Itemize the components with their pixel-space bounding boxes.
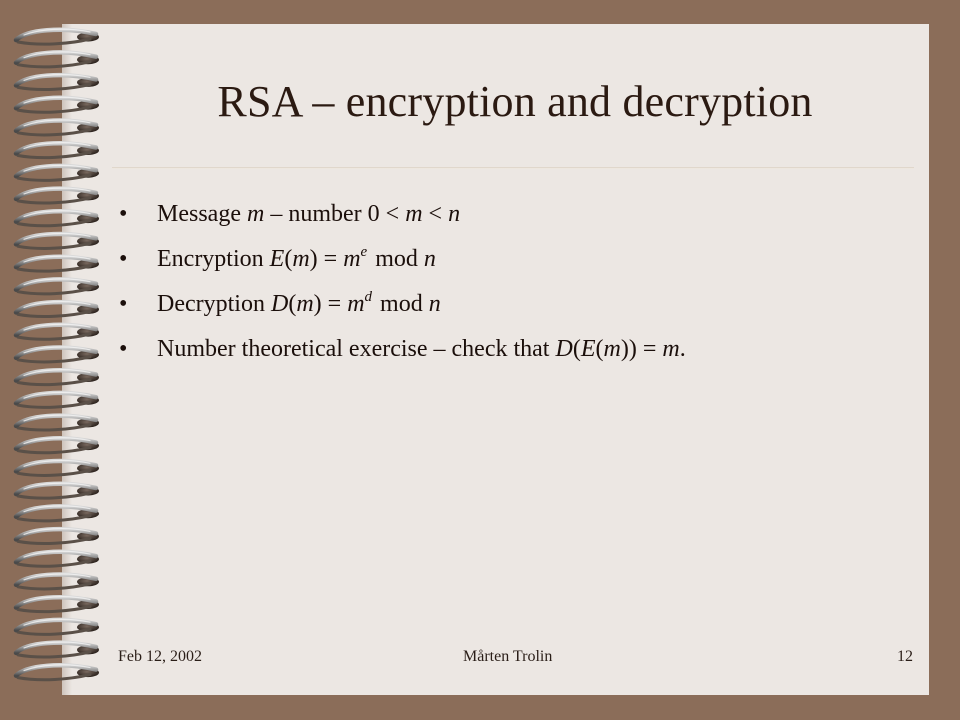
bullet-text: Decryption $D(m) = m^d$ mod n: [157, 289, 441, 317]
footer-page-number: 12: [897, 648, 913, 665]
title-divider: [112, 167, 914, 169]
bullet-dot-icon: •: [119, 336, 128, 362]
exponent-e: e: [360, 244, 368, 260]
bullet-dot-icon: •: [119, 246, 128, 272]
footer-author: Mårten Trolin: [463, 648, 553, 665]
bullet-dot-icon: •: [119, 291, 128, 317]
bullet-text: Number theoretical exercise – check that D(E(m)) = m.: [157, 336, 686, 362]
bullet-dot-icon: •: [119, 201, 128, 227]
bullet-text: Message m – number 0 < m < n: [157, 201, 461, 227]
exponent-d: d: [364, 289, 373, 305]
slide-title: RSA – encryption and decryption: [217, 77, 813, 126]
bullet-text: Encryption $E(m) = m^e$ mod n: [157, 244, 436, 272]
footer-date: Feb 12, 2002: [118, 648, 202, 665]
